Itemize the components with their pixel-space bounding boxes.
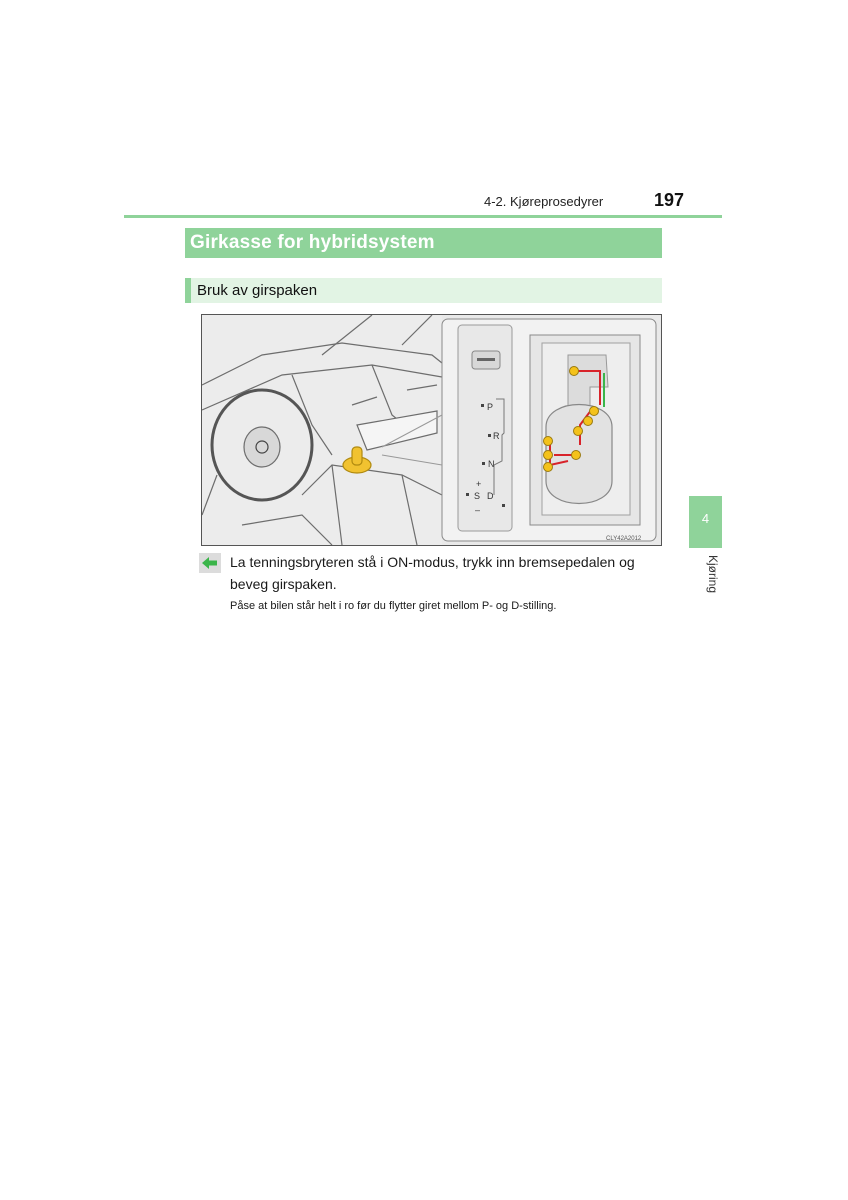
header-section-title: 4-2. Kjøreprosedyrer xyxy=(484,194,604,209)
page-number: 197 xyxy=(654,190,685,210)
gear-label-plus: + xyxy=(476,479,482,489)
gear-label-r: R xyxy=(493,431,500,441)
instruction-text: La tenningsbryteren stå i ON-modus, trykk inn bremsepedalen og beveg girspaken. xyxy=(230,554,635,592)
gear-label-minus: – xyxy=(475,505,481,515)
gear-label-s: S xyxy=(474,491,481,501)
shift-lever-illustration xyxy=(201,314,662,546)
chapter-tab: 4 xyxy=(689,496,722,548)
gear-label-n: N xyxy=(488,459,495,469)
image-code: CLY42A2012 xyxy=(606,536,642,542)
arrow-left-icon xyxy=(199,553,221,573)
instruction-arrow-box xyxy=(199,553,221,573)
chapter-label: Kjøring xyxy=(706,555,720,594)
header-divider xyxy=(124,215,722,218)
section-title: Girkasse for hybridsystem xyxy=(185,228,662,258)
subsection-title: Bruk av girspaken xyxy=(185,278,662,303)
illustration-svg xyxy=(202,315,661,545)
car-interior-drawing xyxy=(202,315,442,545)
gear-label-d: D xyxy=(487,491,494,501)
gear-label-p: P xyxy=(487,402,494,412)
shift-gate-panel xyxy=(442,319,656,542)
instruction-note: Påse at bilen står helt i ro før du flytter giret mellom P- og D-stilling. xyxy=(230,600,557,612)
